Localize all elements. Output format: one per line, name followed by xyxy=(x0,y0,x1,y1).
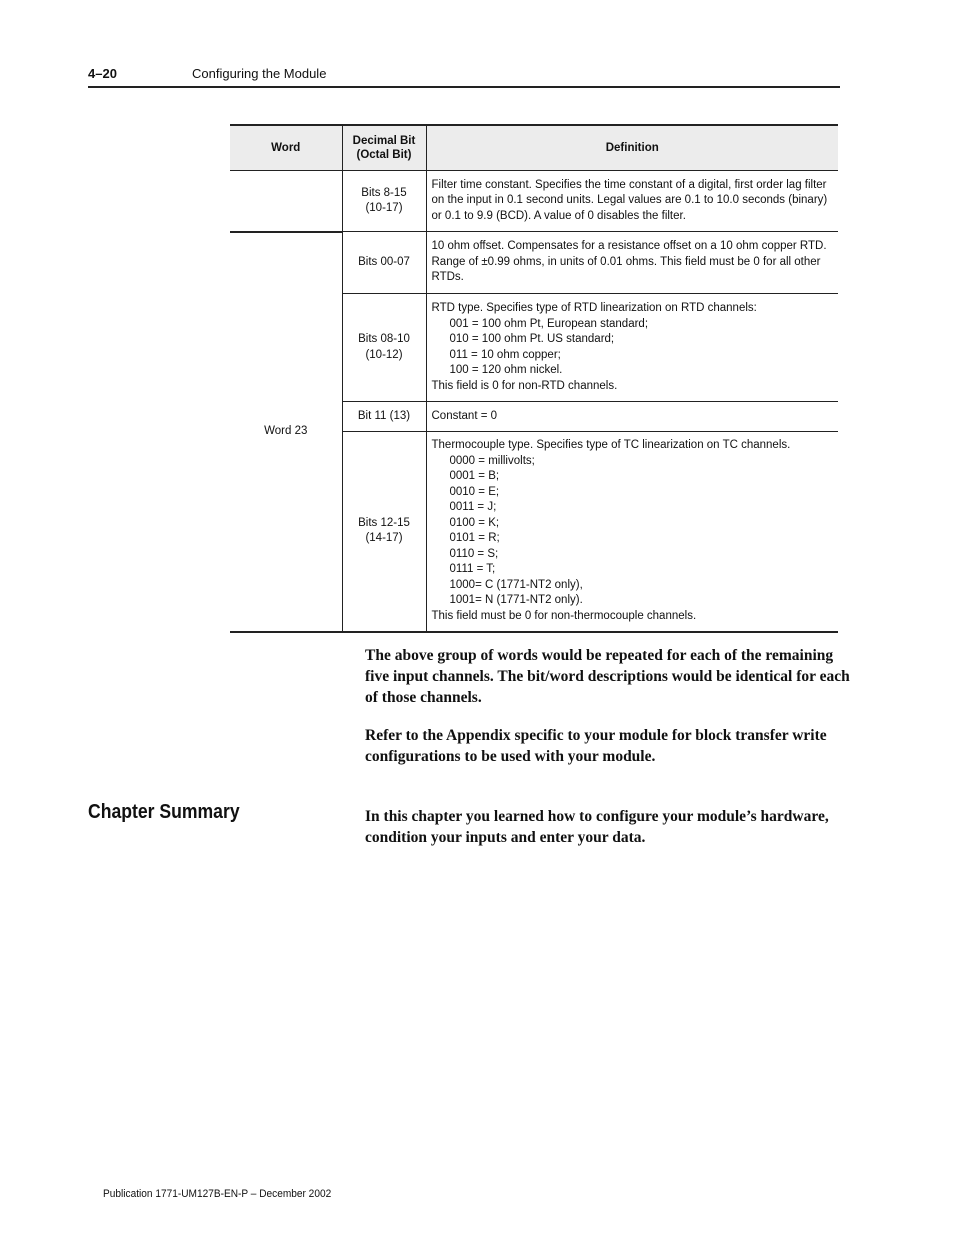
definition-cell xyxy=(426,294,838,402)
word-cell: Word 23 xyxy=(230,232,342,632)
definition-text: RTD type. Specifies type of RTD linearization on RTD channels: xyxy=(431,302,757,314)
bits-label: Bits 12-15 (14-17) xyxy=(358,516,410,545)
bits-label: Bits 00-07 xyxy=(358,255,410,268)
tc-option: 1001= N (1771-NT2 only). xyxy=(449,594,583,607)
bits-cell xyxy=(342,432,426,632)
appendix-paragraph: Refer to the Appendix specific to your module for block transfer write configurations to be used with your module. xyxy=(365,727,827,765)
chapter-summary-heading: Chapter Summary xyxy=(88,801,240,823)
tc-option: 0101 = R; xyxy=(449,532,500,545)
bits-cell xyxy=(342,171,426,232)
tc-option: 0011 = J; xyxy=(449,501,497,514)
rtd-option: 001 = 100 ohm Pt, European standard; xyxy=(449,317,649,330)
page-header xyxy=(88,66,840,88)
table-header-row xyxy=(230,125,838,171)
bits-cell xyxy=(342,294,426,402)
table-row xyxy=(230,171,838,232)
publication-footer: Publication 1771-UM127B-EN-P – December 2002 xyxy=(103,1188,332,1200)
word-bit-definition-table xyxy=(230,124,838,633)
definition-text: 10 ohm offset. Compensates for a resistance offset on a 10 ohm copper RTD. Range of ±0.99 ohms, in units of 0.01 ohms. This field must be 0 for all other RTDs. xyxy=(431,240,827,284)
chapter-summary-text: In this chapter you learned how to configure your module’s hardware, condition your inputs and enter your data. xyxy=(365,808,829,846)
tc-option: 0010 = E; xyxy=(449,485,500,498)
definition-note: This field is 0 for non-RTD channels. xyxy=(431,379,618,392)
tc-option: 0111 = T; xyxy=(449,563,496,576)
page-number: 4–20 xyxy=(88,66,117,81)
definition-cell xyxy=(426,171,838,232)
definition-text: Constant = 0 xyxy=(431,409,498,422)
tc-option: 0000 = millivolts; xyxy=(449,454,535,467)
bits-cell xyxy=(342,402,426,432)
rtd-option: 010 = 100 ohm Pt. US standard; xyxy=(449,333,615,345)
column-header-word: Word xyxy=(230,125,342,171)
definition-cell xyxy=(426,432,838,632)
definition-cell xyxy=(426,402,838,432)
bits-label: Bit 11 (13) xyxy=(357,409,411,422)
tc-option: 0100 = K; xyxy=(449,516,500,529)
word-cell-empty xyxy=(230,171,342,232)
tc-option: 0001 = B; xyxy=(449,470,500,483)
definition-text: Filter time constant. Specifies the time constant of a digital, first order lag filter on the input in 0.1 second units. Legal values are 0.1 to 10.0 seconds (binary) or 0.1 to 9.9 (BCD). A value of 0 disables the filter. xyxy=(431,178,828,222)
running-title: Configuring the Module xyxy=(192,66,327,81)
bits-cell xyxy=(342,232,426,294)
definition-text: Thermocouple type. Specifies type of TC linearization on TC channels. xyxy=(431,439,791,452)
bits-label: Bits 8-15 (10-17) xyxy=(361,186,407,214)
definition-cell xyxy=(426,232,838,294)
rtd-option: 011 = 10 ohm copper; xyxy=(449,348,561,361)
bits-label: Bits 08-10 (10-12) xyxy=(358,333,410,361)
column-header-definition: Definition xyxy=(426,125,838,171)
rtd-option: 100 = 120 ohm nickel. xyxy=(449,364,563,376)
column-header-decimal-bit-label: Decimal Bit (Octal Bit) xyxy=(352,135,416,161)
definition-note: This field must be 0 for non-thermocouple channels. xyxy=(431,609,697,622)
tc-option: 1000= C (1771-NT2 only), xyxy=(449,578,583,591)
column-header-decimal-bit xyxy=(342,125,426,171)
tc-option: 0110 = S; xyxy=(449,547,499,560)
table-row xyxy=(230,232,838,294)
repeat-paragraph: The above group of words would be repeated for each of the remaining five input channels. The bit/word descriptions would be identical for each of those channels. xyxy=(365,647,850,706)
